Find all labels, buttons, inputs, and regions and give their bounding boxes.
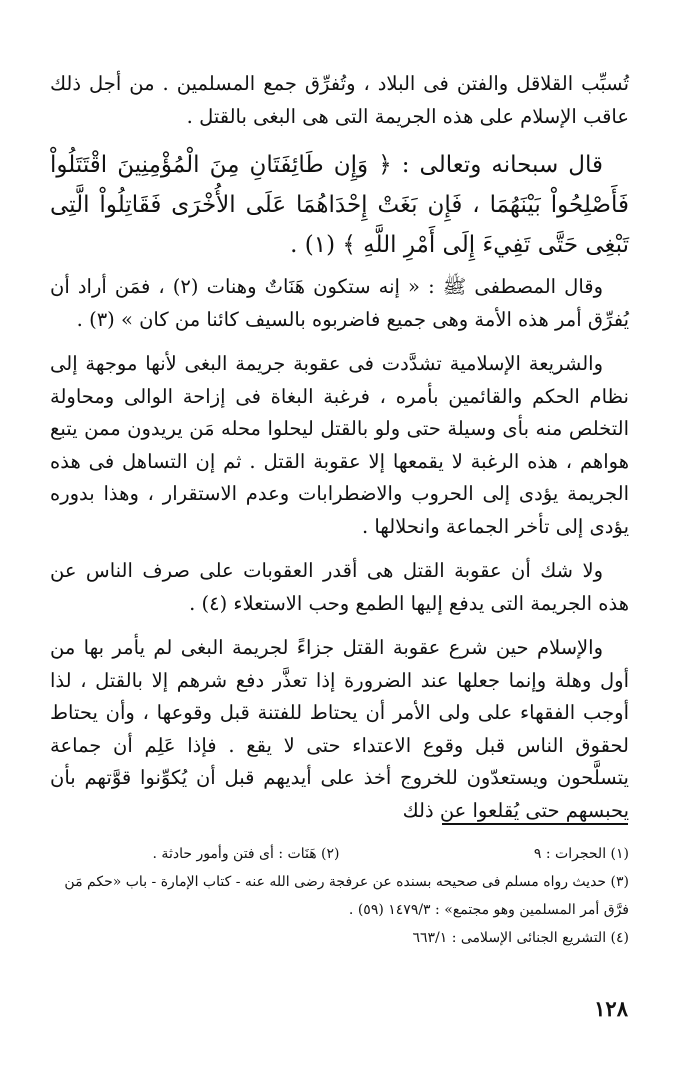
paragraph-6: والإسلام حين شرع عقوبة القتل جزاءً لجريمة البغى لم يأمر بها من أول وهلة وإنما جعلها عند الضرورة إذا تعذَّر دفع شرهم إلا بالقتل ، لذا أوجب الفقهاء على ولى الأمر أن يحتاط للفتنة قبل وقوعها ، وأن يحتاط لحقوق الناس قبل وقوع الاعتداء حتى لا يقع . فإذا عَلِم أن جماعة يتسلَّحون ويستعدّون للخروج أخذ على أيديهم قبل أن يُكوِّنوا قوَّتهم بأن يحبسهم حتى يُقلعوا عن ذلك bbox=[50, 636, 629, 822]
footnote-1: (١) الحجرات : ٩ bbox=[533, 846, 629, 862]
main-text bbox=[50, 68, 629, 839]
paragraph-1: تُسبِّب القلاقل والفتن فى البلاد ، وتُفرِّق جمع المسلمين . من أجل ذلك عاقب الإسلام على هذه الجريمة التى هى البغى بالقتل . bbox=[50, 72, 629, 128]
paragraph-5: ولا شك أن عقوبة القتل هى أقدر العقوبات على صرف الناس عن هذه الجريمة التى يدفع إليها الطمع وحب الاستعلاء (٤) . bbox=[50, 559, 629, 615]
paragraph-quran-verse: قال سبحانه وتعالى : ﴿ وَإِن طَائِفَتَانِ مِنَ الْمُؤْمِنِينَ اقْتَتَلُواْ فَأَصْلِحُواْ بَيْنَهُمَا ، فَإِن بَغَتْ إِحْدَاهُمَا عَلَى الأُخْرَى فَقَاتِلُواْ الَّتِى تَبْغِى حَتَّى تَفِيءَ إِلَى أَمْرِ اللَّهِ ﴾ (١) . bbox=[50, 152, 629, 258]
footnote-separator bbox=[442, 823, 628, 825]
footnote-3: (٣) حديث رواه مسلم فى صحيحه بسنده عن عرفجة رضى الله عنه - كتاب الإمارة - باب «حكم مَن فرَّق أمر المسلمين وهو مجتمع» : ١٤٧٩/٣ (٥٩) . bbox=[64, 874, 629, 918]
footnotes bbox=[50, 840, 629, 952]
footnote-2: (٢) هَنَات : أى فتن وأمور حادثة . bbox=[152, 846, 340, 862]
footnote-row bbox=[50, 840, 629, 868]
paragraph-hadith: وقال المصطفى ﷺ : « إنه ستكون هَنَاتٌ وهنات (٢) ، فمَن أراد أن يُفرِّق أمر هذه الأمة وهى جميع فاضربوه بالسيف كائنا من كان » (٣) . bbox=[50, 275, 629, 331]
page-number: ١٢٨ bbox=[594, 996, 628, 1021]
paragraph-4: والشريعة الإسلامية تشدَّدت فى عقوبة جريمة البغى لأنها موجهة إلى نظام الحكم والقائمين بأمره ، فرغبة البغاة فى إزاحة الوالى ومحاولة التخلص منه بأى وسيلة حتى ولو بالقتل ليحلوا محله مَن يريدون ممن يتبع هواهم ، هذه الرغبة لا يقمعها إلا عقوبة القتل . ثم إن التساهل فى هذه الجريمة يؤدى إلى الحروب والاضطرابات وعدم الاستقرار ، وهذا بدوره يؤدى إلى تأخر الجماعة وانحلالها . bbox=[50, 352, 629, 538]
footnote-4: (٤) التشريع الجنائى الإسلامى : ٦٦٣/١ bbox=[412, 930, 629, 946]
